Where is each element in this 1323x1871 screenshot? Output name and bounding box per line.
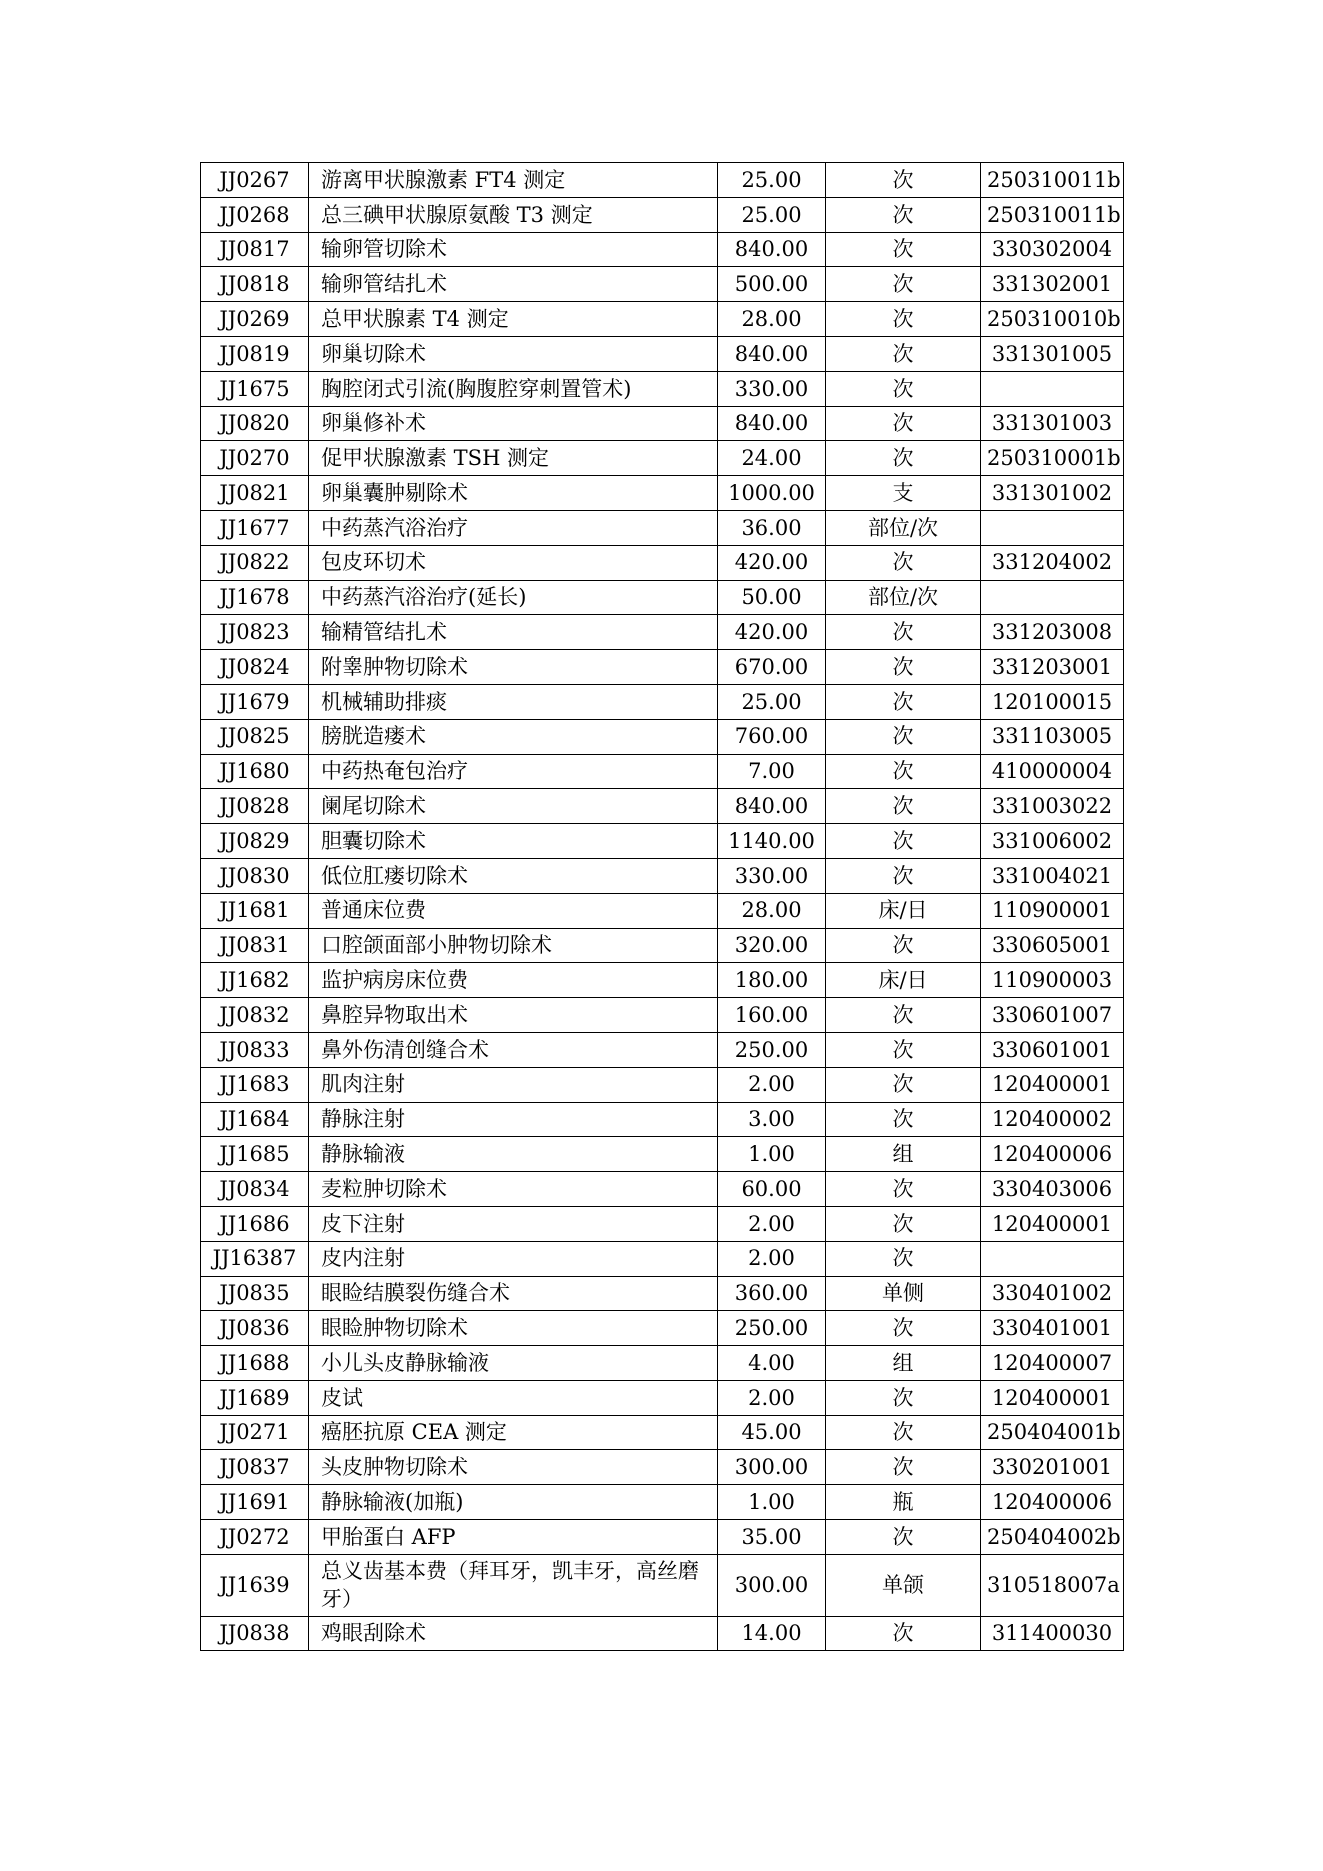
table-row	[201, 615, 1124, 650]
item-code-cell: JJ0831	[201, 928, 309, 963]
item-ref-code-cell: 120400001	[981, 1067, 1124, 1102]
item-ref-code-cell: 120100015	[981, 684, 1124, 719]
item-unit-cell: 次	[826, 1311, 981, 1346]
item-unit-cell: 部位/次	[826, 510, 981, 545]
table-row	[201, 684, 1124, 719]
item-unit-cell: 次	[826, 615, 981, 650]
item-price-cell: 1140.00	[718, 824, 826, 859]
table-row	[201, 824, 1124, 859]
item-code-cell: JJ0835	[201, 1276, 309, 1311]
item-price-cell: 250.00	[718, 1311, 826, 1346]
table-row	[201, 1067, 1124, 1102]
item-unit-cell: 次	[826, 545, 981, 580]
item-price-cell: 60.00	[718, 1172, 826, 1207]
item-name-cell: 包皮环切术	[309, 545, 718, 580]
item-name-cell: 监护病房床位费	[309, 963, 718, 998]
item-code-cell: JJ0820	[201, 406, 309, 441]
table-row	[201, 302, 1124, 337]
item-name-cell: 静脉输液	[309, 1137, 718, 1172]
item-ref-code-cell: 330601007	[981, 998, 1124, 1033]
item-unit-cell: 次	[826, 1520, 981, 1555]
item-unit-cell: 支	[826, 476, 981, 511]
item-price-cell: 35.00	[718, 1520, 826, 1555]
item-unit-cell: 次	[826, 336, 981, 371]
item-price-cell: 45.00	[718, 1415, 826, 1450]
item-price-cell: 4.00	[718, 1346, 826, 1381]
item-code-cell: JJ0824	[201, 650, 309, 685]
item-price-cell: 2.00	[718, 1380, 826, 1415]
table-row	[201, 476, 1124, 511]
item-name-cell: 附睾肿物切除术	[309, 650, 718, 685]
item-price-cell: 360.00	[718, 1276, 826, 1311]
fee-table	[200, 162, 1124, 1651]
item-ref-code-cell	[981, 1241, 1124, 1276]
item-ref-code-cell: 110900003	[981, 963, 1124, 998]
table-row	[201, 1450, 1124, 1485]
table-row	[201, 1172, 1124, 1207]
table-row	[201, 267, 1124, 302]
item-code-cell: JJ1683	[201, 1067, 309, 1102]
item-unit-cell: 次	[826, 754, 981, 789]
table-row	[201, 1380, 1124, 1415]
table-row	[201, 1485, 1124, 1520]
item-price-cell: 24.00	[718, 441, 826, 476]
item-ref-code-cell: 120400007	[981, 1346, 1124, 1381]
item-name-cell: 低位肛瘘切除术	[309, 858, 718, 893]
item-name-cell: 总甲状腺素 T4 测定	[309, 302, 718, 337]
item-name-cell: 膀胱造瘘术	[309, 719, 718, 754]
item-name-cell: 卵巢切除术	[309, 336, 718, 371]
item-name-cell: 静脉输液(加瓶)	[309, 1485, 718, 1520]
item-unit-cell: 次	[826, 824, 981, 859]
item-price-cell: 300.00	[718, 1554, 826, 1616]
item-unit-cell: 次	[826, 789, 981, 824]
item-unit-cell: 次	[826, 1102, 981, 1137]
item-name-cell: 中药热奄包治疗	[309, 754, 718, 789]
item-code-cell: JJ1691	[201, 1485, 309, 1520]
item-unit-cell: 次	[826, 1380, 981, 1415]
item-price-cell: 2.00	[718, 1067, 826, 1102]
item-name-cell: 总义齿基本费（拜耳牙，凯丰牙，高丝磨牙）	[309, 1554, 718, 1616]
item-price-cell: 36.00	[718, 510, 826, 545]
item-unit-cell: 瓶	[826, 1485, 981, 1520]
item-ref-code-cell: 250310011b	[981, 197, 1124, 232]
item-price-cell: 50.00	[718, 580, 826, 615]
item-ref-code-cell: 331006002	[981, 824, 1124, 859]
item-price-cell: 7.00	[718, 754, 826, 789]
table-row	[201, 858, 1124, 893]
item-unit-cell: 单侧	[826, 1276, 981, 1311]
item-price-cell: 28.00	[718, 893, 826, 928]
table-row	[201, 650, 1124, 685]
item-ref-code-cell: 331004021	[981, 858, 1124, 893]
item-price-cell: 1000.00	[718, 476, 826, 511]
item-code-cell: JJ0825	[201, 719, 309, 754]
table-row	[201, 1311, 1124, 1346]
item-price-cell: 420.00	[718, 545, 826, 580]
item-unit-cell: 床/日	[826, 963, 981, 998]
item-ref-code-cell: 120400001	[981, 1206, 1124, 1241]
item-unit-cell: 次	[826, 163, 981, 198]
table-row	[201, 754, 1124, 789]
table-row	[201, 893, 1124, 928]
item-ref-code-cell: 331301005	[981, 336, 1124, 371]
item-name-cell: 卵巢修补术	[309, 406, 718, 441]
table-row	[201, 197, 1124, 232]
item-unit-cell: 单颌	[826, 1554, 981, 1616]
item-unit-cell: 次	[826, 928, 981, 963]
item-price-cell: 330.00	[718, 858, 826, 893]
table-row	[201, 1616, 1124, 1651]
item-code-cell: JJ0837	[201, 1450, 309, 1485]
table-row	[201, 1554, 1124, 1616]
item-ref-code-cell: 330403006	[981, 1172, 1124, 1207]
item-ref-code-cell: 410000004	[981, 754, 1124, 789]
item-code-cell: JJ1680	[201, 754, 309, 789]
item-price-cell: 840.00	[718, 336, 826, 371]
item-ref-code-cell: 250310011b	[981, 163, 1124, 198]
item-code-cell: JJ1686	[201, 1206, 309, 1241]
table-row	[201, 441, 1124, 476]
item-code-cell: JJ0823	[201, 615, 309, 650]
item-price-cell: 25.00	[718, 197, 826, 232]
item-code-cell: JJ1678	[201, 580, 309, 615]
item-code-cell: JJ0829	[201, 824, 309, 859]
item-ref-code-cell: 331301003	[981, 406, 1124, 441]
item-name-cell: 小儿头皮静脉输液	[309, 1346, 718, 1381]
item-code-cell: JJ1685	[201, 1137, 309, 1172]
item-code-cell: JJ0822	[201, 545, 309, 580]
item-price-cell: 670.00	[718, 650, 826, 685]
item-price-cell: 250.00	[718, 1032, 826, 1067]
table-row	[201, 1102, 1124, 1137]
item-code-cell: JJ1682	[201, 963, 309, 998]
item-code-cell: JJ0832	[201, 998, 309, 1033]
item-price-cell: 2.00	[718, 1206, 826, 1241]
table-row	[201, 406, 1124, 441]
item-ref-code-cell: 250310010b	[981, 302, 1124, 337]
item-name-cell: 中药蒸汽浴治疗	[309, 510, 718, 545]
item-code-cell: JJ1684	[201, 1102, 309, 1137]
item-unit-cell: 次	[826, 684, 981, 719]
table-row	[201, 232, 1124, 267]
item-code-cell: JJ0819	[201, 336, 309, 371]
table-row	[201, 1032, 1124, 1067]
item-name-cell: 机械辅助排痰	[309, 684, 718, 719]
item-price-cell: 840.00	[718, 789, 826, 824]
item-name-cell: 皮试	[309, 1380, 718, 1415]
item-ref-code-cell: 331203008	[981, 615, 1124, 650]
item-name-cell: 游离甲状腺激素 FT4 测定	[309, 163, 718, 198]
item-ref-code-cell: 110900001	[981, 893, 1124, 928]
table-row	[201, 998, 1124, 1033]
item-ref-code-cell: 120400001	[981, 1380, 1124, 1415]
item-unit-cell: 次	[826, 1450, 981, 1485]
item-price-cell: 840.00	[718, 406, 826, 441]
item-code-cell: JJ0817	[201, 232, 309, 267]
item-unit-cell: 组	[826, 1346, 981, 1381]
item-price-cell: 760.00	[718, 719, 826, 754]
item-name-cell: 胸腔闭式引流(胸腹腔穿刺置管术)	[309, 371, 718, 406]
item-code-cell: JJ0830	[201, 858, 309, 893]
item-price-cell: 1.00	[718, 1137, 826, 1172]
table-row	[201, 963, 1124, 998]
item-ref-code-cell: 331302001	[981, 267, 1124, 302]
item-name-cell: 口腔颌面部小肿物切除术	[309, 928, 718, 963]
item-name-cell: 麦粒肿切除术	[309, 1172, 718, 1207]
item-ref-code-cell	[981, 510, 1124, 545]
item-price-cell: 28.00	[718, 302, 826, 337]
item-unit-cell: 次	[826, 232, 981, 267]
item-price-cell: 1.00	[718, 1485, 826, 1520]
item-code-cell: JJ1677	[201, 510, 309, 545]
item-price-cell: 330.00	[718, 371, 826, 406]
item-name-cell: 眼睑肿物切除术	[309, 1311, 718, 1346]
item-code-cell: JJ0836	[201, 1311, 309, 1346]
item-price-cell: 500.00	[718, 267, 826, 302]
item-code-cell: JJ0267	[201, 163, 309, 198]
table-row	[201, 789, 1124, 824]
table-row	[201, 371, 1124, 406]
item-name-cell: 皮下注射	[309, 1206, 718, 1241]
table-row	[201, 1415, 1124, 1450]
item-ref-code-cell: 331203001	[981, 650, 1124, 685]
item-ref-code-cell: 250404002b	[981, 1520, 1124, 1555]
item-unit-cell: 次	[826, 197, 981, 232]
item-name-cell: 输精管结扎术	[309, 615, 718, 650]
item-code-cell: JJ1639	[201, 1554, 309, 1616]
item-name-cell: 输卵管结扎术	[309, 267, 718, 302]
item-ref-code-cell: 250404001b	[981, 1415, 1124, 1450]
item-name-cell: 阑尾切除术	[309, 789, 718, 824]
item-price-cell: 320.00	[718, 928, 826, 963]
item-name-cell: 静脉注射	[309, 1102, 718, 1137]
item-code-cell: JJ1688	[201, 1346, 309, 1381]
item-price-cell: 180.00	[718, 963, 826, 998]
item-name-cell: 眼睑结膜裂伤缝合术	[309, 1276, 718, 1311]
table-row	[201, 580, 1124, 615]
item-ref-code-cell: 331003022	[981, 789, 1124, 824]
item-ref-code-cell: 311400030	[981, 1616, 1124, 1651]
item-name-cell: 普通床位费	[309, 893, 718, 928]
item-ref-code-cell: 330401001	[981, 1311, 1124, 1346]
item-ref-code-cell: 120400006	[981, 1485, 1124, 1520]
item-price-cell: 25.00	[718, 684, 826, 719]
item-ref-code-cell: 330201001	[981, 1450, 1124, 1485]
table-row	[201, 163, 1124, 198]
table-row	[201, 1241, 1124, 1276]
item-price-cell: 420.00	[718, 615, 826, 650]
item-ref-code-cell: 330601001	[981, 1032, 1124, 1067]
table-row	[201, 719, 1124, 754]
item-price-cell: 3.00	[718, 1102, 826, 1137]
item-ref-code-cell: 331301002	[981, 476, 1124, 511]
item-ref-code-cell: 331204002	[981, 545, 1124, 580]
item-name-cell: 头皮肿物切除术	[309, 1450, 718, 1485]
item-ref-code-cell: 330605001	[981, 928, 1124, 963]
item-ref-code-cell	[981, 371, 1124, 406]
table-row	[201, 1276, 1124, 1311]
item-ref-code-cell: 330302004	[981, 232, 1124, 267]
item-ref-code-cell: 120400006	[981, 1137, 1124, 1172]
item-ref-code-cell: 250310001b	[981, 441, 1124, 476]
item-ref-code-cell: 310518007a	[981, 1554, 1124, 1616]
item-name-cell: 促甲状腺激素 TSH 测定	[309, 441, 718, 476]
item-code-cell: JJ0272	[201, 1520, 309, 1555]
item-unit-cell: 次	[826, 1032, 981, 1067]
item-unit-cell: 次	[826, 650, 981, 685]
item-unit-cell: 部位/次	[826, 580, 981, 615]
item-price-cell: 14.00	[718, 1616, 826, 1651]
item-unit-cell: 次	[826, 1241, 981, 1276]
item-name-cell: 肌肉注射	[309, 1067, 718, 1102]
item-unit-cell: 次	[826, 267, 981, 302]
item-ref-code-cell: 120400002	[981, 1102, 1124, 1137]
item-unit-cell: 次	[826, 1616, 981, 1651]
item-unit-cell: 次	[826, 858, 981, 893]
item-code-cell: JJ0269	[201, 302, 309, 337]
item-unit-cell: 次	[826, 441, 981, 476]
item-code-cell: JJ16387	[201, 1241, 309, 1276]
item-unit-cell: 次	[826, 719, 981, 754]
item-name-cell: 总三碘甲状腺原氨酸 T3 测定	[309, 197, 718, 232]
fee-table-body	[201, 163, 1124, 1651]
item-price-cell: 25.00	[718, 163, 826, 198]
item-code-cell: JJ0828	[201, 789, 309, 824]
item-code-cell: JJ1681	[201, 893, 309, 928]
item-code-cell: JJ0838	[201, 1616, 309, 1651]
table-row	[201, 1520, 1124, 1555]
item-name-cell: 鸡眼刮除术	[309, 1616, 718, 1651]
item-code-cell: JJ1679	[201, 684, 309, 719]
table-row	[201, 928, 1124, 963]
item-unit-cell: 次	[826, 1172, 981, 1207]
item-price-cell: 160.00	[718, 998, 826, 1033]
item-unit-cell: 次	[826, 1067, 981, 1102]
table-row	[201, 1206, 1124, 1241]
item-ref-code-cell: 330401002	[981, 1276, 1124, 1311]
table-row	[201, 336, 1124, 371]
item-code-cell: JJ0818	[201, 267, 309, 302]
item-code-cell: JJ0270	[201, 441, 309, 476]
item-unit-cell: 次	[826, 371, 981, 406]
item-price-cell: 300.00	[718, 1450, 826, 1485]
item-unit-cell: 次	[826, 406, 981, 441]
item-unit-cell: 次	[826, 302, 981, 337]
item-code-cell: JJ0821	[201, 476, 309, 511]
item-name-cell: 卵巢囊肿剔除术	[309, 476, 718, 511]
item-unit-cell: 床/日	[826, 893, 981, 928]
item-price-cell: 2.00	[718, 1241, 826, 1276]
item-name-cell: 鼻腔异物取出术	[309, 998, 718, 1033]
table-row	[201, 545, 1124, 580]
item-code-cell: JJ0271	[201, 1415, 309, 1450]
item-name-cell: 皮内注射	[309, 1241, 718, 1276]
item-name-cell: 甲胎蛋白 AFP	[309, 1520, 718, 1555]
item-name-cell: 癌胚抗原 CEA 测定	[309, 1415, 718, 1450]
table-row	[201, 1137, 1124, 1172]
item-price-cell: 840.00	[718, 232, 826, 267]
item-code-cell: JJ1689	[201, 1380, 309, 1415]
item-unit-cell: 组	[826, 1137, 981, 1172]
item-code-cell: JJ1675	[201, 371, 309, 406]
table-row	[201, 1346, 1124, 1381]
item-name-cell: 输卵管切除术	[309, 232, 718, 267]
item-code-cell: JJ0833	[201, 1032, 309, 1067]
item-code-cell: JJ0268	[201, 197, 309, 232]
item-name-cell: 鼻外伤清创缝合术	[309, 1032, 718, 1067]
item-unit-cell: 次	[826, 998, 981, 1033]
item-name-cell: 中药蒸汽浴治疗(延长)	[309, 580, 718, 615]
item-unit-cell: 次	[826, 1206, 981, 1241]
table-row	[201, 510, 1124, 545]
item-unit-cell: 次	[826, 1415, 981, 1450]
item-code-cell: JJ0834	[201, 1172, 309, 1207]
item-ref-code-cell: 331103005	[981, 719, 1124, 754]
item-name-cell: 胆囊切除术	[309, 824, 718, 859]
item-ref-code-cell	[981, 580, 1124, 615]
